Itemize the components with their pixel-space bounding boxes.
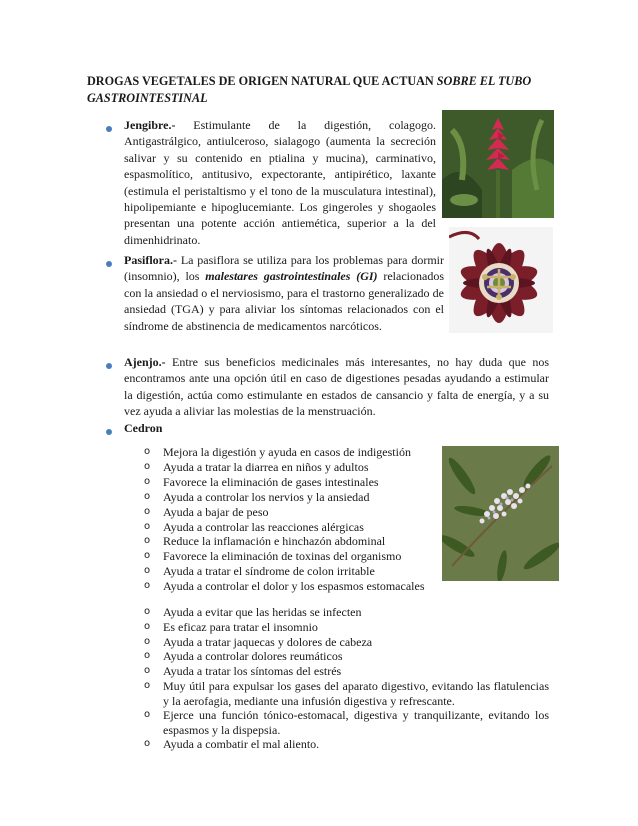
bullet-icon — [106, 429, 112, 435]
bullet-icon — [106, 363, 112, 369]
list-item: o Reduce la inflamación e hinchazón abdominal — [163, 534, 433, 549]
list-item: o Ayuda a controlar dolores reumáticos — [163, 649, 543, 664]
section-pasiflora — [124, 252, 444, 334]
list-item: o Es eficaz para tratar el insomnio — [163, 620, 543, 635]
section-jengibre — [124, 117, 436, 248]
bullet-icon — [106, 126, 112, 132]
section-ajenjo-text: Entre sus beneficios medicinales más interesantes, no hay duda que nos encontramos ante una opción útil en caso de digestiones pesadas ayudando a estimular la digestión, actúa como estimulante en estados de cansancio y falta de energía, y a su vez ayuda a aliviar las molestias de la menstruación. — [124, 355, 549, 419]
document-title — [87, 73, 557, 107]
ginger-flower-image — [442, 110, 554, 218]
list-item: o Ayuda a controlar el dolor y los espasmos estomacales — [163, 579, 433, 594]
list-item: o Ayuda a tratar jaquecas y dolores de cabeza — [163, 635, 543, 650]
section-jengibre-label: Jengibre.- — [124, 118, 176, 132]
section-pasiflora-text-before: La pasiflora se utiliza para los problemas para dormir (insomnio), los — [124, 253, 444, 284]
section-ajenjo-label: Ajenjo.- — [124, 355, 166, 369]
list-item: o Ayuda a combatir el mal aliento. — [163, 737, 549, 752]
section-cedron-label: Cedron — [124, 421, 163, 435]
list-item: o Mejora la digestión y ayuda en casos de indigestión — [163, 445, 433, 460]
list-item: o Muy útil para expulsar los gases del aparato digestivo, evitando las flatulencias y la aerofagia, mediante una infusión digestiva y refrescante. — [163, 679, 549, 709]
section-cedron — [124, 420, 324, 436]
list-item: o Ayuda a controlar las reacciones alérgicas — [163, 520, 433, 535]
document-title-italic: SOBRE EL TUBO GASTROINTESTINAL — [87, 74, 532, 105]
section-pasiflora-text-after: relacionados con la ansiedad o el nerviosismo, para el trastorno generalizado de ansiedad (TGA) y para aliviar los síntomas relacionados con el síndrome de abstinencia de medicamentos narcóticos. — [124, 269, 445, 333]
list-item: o Ayuda a tratar los síntomas del estrés — [163, 664, 543, 679]
list-item: o Ayuda a tratar el síndrome de colon irritable — [163, 564, 433, 579]
document-title-main: DROGAS VEGETALES DE ORIGEN NATURAL QUE ACTUAN — [87, 74, 437, 88]
section-jengibre-text: Estimulante de la digestión, colagogo. Antigastrálgico, antiulceroso, sialagogo (aumenta la secreción salivar y su contenido en ptialina y mucina), carminativo, espasmolítico, antitusivo, expectorante, antipirético, laxante (estimula el peristaltismo y el tono de la musculatura intestinal), hipolipemiante e hipoglucemiante. Los gingeroles y shogaoles presentan una potente acción antiemética, superior a la del dimenhidrinato. — [124, 118, 436, 247]
section-pasiflora-label: Pasiflora.- — [124, 253, 177, 267]
list-item: o Favorece la eliminación de gases intestinales — [163, 475, 433, 490]
section-pasiflora-emphasis: malestares gastrointestinales (GI) — [205, 269, 378, 284]
list-item: o Ayuda a controlar los nervios y la ansiedad — [163, 490, 433, 505]
passion-flower-image — [449, 227, 553, 333]
bullet-icon — [106, 261, 112, 267]
list-item: o Ejerce una función tónico-estomacal, digestiva y tranquilizante, evitando los espasmos y la dispepsia. — [163, 708, 549, 738]
lemon-verbena-image — [442, 446, 559, 581]
list-item: o Favorece la eliminación de toxinas del organismo — [163, 549, 433, 564]
list-item: o Ayuda a tratar la diarrea en niños y adultos — [163, 460, 433, 475]
list-item: o Ayuda a bajar de peso — [163, 505, 433, 520]
section-ajenjo — [124, 354, 549, 420]
list-item: o Ayuda a evitar que las heridas se infecten — [163, 605, 543, 620]
